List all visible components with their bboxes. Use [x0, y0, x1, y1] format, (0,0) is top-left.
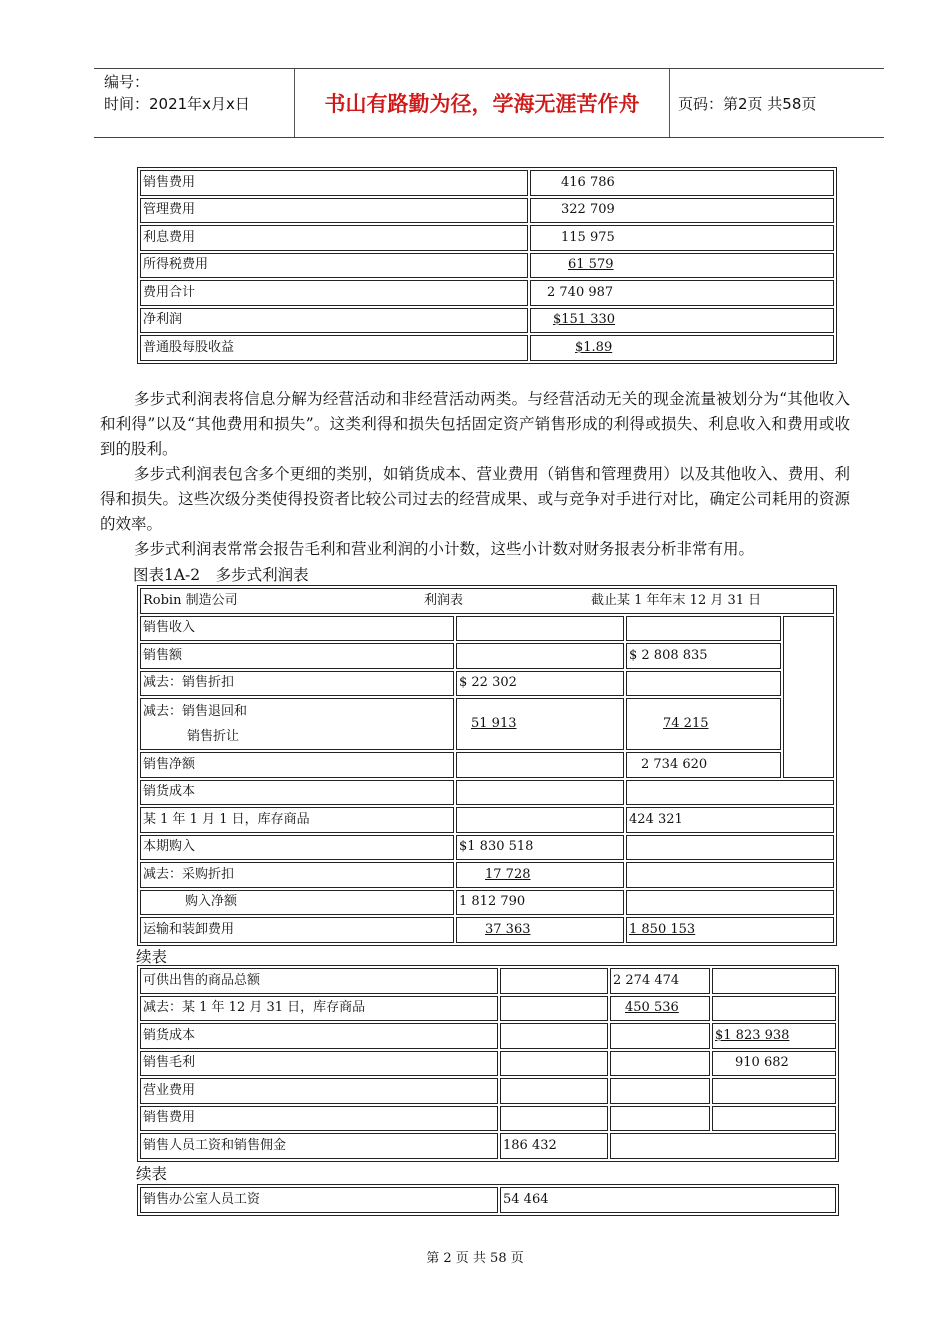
row-value: 186 432 — [500, 1133, 608, 1159]
row-value: 74 215 — [663, 716, 709, 731]
row-value: 450 536 — [625, 1000, 679, 1016]
income-statement-table — [137, 585, 837, 946]
row-label: 所得税费用 — [140, 253, 528, 279]
statement-date: 截止某 1 年年末 12 月 31 日 — [591, 592, 762, 608]
table-row — [140, 752, 834, 778]
row-value: 2 274 474 — [610, 968, 710, 994]
row-value: 51 913 — [471, 716, 517, 731]
row-value: $ 22 302 — [456, 671, 624, 697]
row-label: 销售净额 — [140, 752, 454, 778]
row-value: 416 786 — [530, 170, 834, 196]
row-label: 利息费用 — [140, 225, 528, 251]
row-label: 销售收入 — [140, 616, 454, 642]
table-row — [140, 968, 836, 994]
table-header-row — [140, 588, 834, 614]
page-footer: 第 2 页 共 58 页 — [426, 1251, 524, 1266]
row-label: 销货成本 — [140, 780, 454, 806]
doc-time-label: 时间：2021年x月x日 — [104, 95, 250, 113]
row-label: 销售费用 — [140, 170, 528, 196]
row-value: 2 740 987 — [530, 280, 834, 306]
header-motto: 书山有路勤为径，学海无涯苦作舟 — [294, 69, 670, 137]
row-value: 1 812 790 — [456, 890, 624, 916]
row-value: 37 363 — [485, 921, 531, 937]
table-row — [140, 1051, 836, 1077]
body-paragraph: 多步式利润表常常会报告毛利和营业利润的小计数，这些小计数对财务报表分析非常有用。 — [134, 540, 755, 558]
page-header — [94, 68, 884, 138]
income-statement-continued-table — [137, 965, 839, 1162]
doc-code-label: 编号： — [104, 73, 150, 91]
company-name: Robin 制造公司 — [143, 592, 238, 608]
table-row — [140, 1023, 836, 1049]
row-value: $ 2 808 835 — [626, 643, 781, 669]
table-row — [140, 1078, 836, 1104]
blank-column-cell — [783, 616, 834, 778]
expense-summary-table — [137, 167, 837, 364]
header-page-number: 页码：第2页 共58页 — [678, 94, 817, 113]
row-label: 费用合计 — [140, 280, 528, 306]
row-label: 销售费用 — [140, 1106, 498, 1132]
table-row — [140, 862, 834, 888]
body-paragraph: 多步式利润表将信息分解为经营活动和非经营活动两类。与经营活动无关的现金流量被划分为“其他收入和利得”以及“其他费用和损失”。这类利得和损失包括固定资产销售形成的利得或损失、利息收入和费用或收到的股利。 — [100, 390, 850, 458]
row-label: 销售额 — [140, 643, 454, 669]
row-value: 17 728 — [485, 866, 531, 882]
table-row — [140, 671, 834, 697]
row-label: 减去：采购折扣 — [140, 862, 454, 888]
table-row — [140, 835, 834, 861]
row-value: 424 321 — [626, 807, 834, 833]
row-label: 本期购入 — [140, 835, 454, 861]
table-row — [140, 280, 834, 306]
table-row — [140, 996, 836, 1022]
table-row — [140, 616, 834, 642]
table-row — [140, 308, 834, 334]
row-label: 销售办公室人员工资 — [140, 1187, 498, 1213]
table-row — [140, 1187, 836, 1213]
row-value: $1 830 518 — [456, 835, 624, 861]
row-label: 管理费用 — [140, 198, 528, 224]
row-value: $151 330 — [553, 312, 616, 328]
continued-label: 续表 — [136, 1165, 168, 1183]
table-row — [140, 917, 834, 943]
table-row — [140, 643, 834, 669]
table-row — [140, 807, 834, 833]
row-value: 2 734 620 — [626, 752, 781, 778]
body-paragraph: 多步式利润表包含多个更细的类别，如销货成本、营业费用（销售和管理费用）以及其他收入、费用、利得和损失。这些次级分类使得投资者比较公司过去的经营成果、或与竞争对手进行对比，确定公司耗用的资源的效率。 — [100, 465, 850, 533]
row-label: 减去：某 1 年 12 月 31 日，库存商品 — [140, 996, 498, 1022]
row-value: 61 579 — [568, 257, 614, 273]
income-statement-continued-table-2 — [137, 1184, 839, 1216]
row-value: $1.89 — [575, 339, 613, 355]
row-label: 销售毛利 — [140, 1051, 498, 1077]
table-row — [140, 780, 834, 806]
header-meta — [94, 69, 294, 137]
row-value: 322 709 — [530, 198, 834, 224]
row-label-continued: 销售折让 — [187, 729, 240, 744]
row-label: 销货成本 — [140, 1023, 498, 1049]
row-label: 购入净额 — [140, 890, 454, 916]
statement-title: 利润表 — [424, 592, 464, 608]
figure-caption: 图表1A-2 多步式利润表 — [133, 566, 309, 584]
table-row — [140, 253, 834, 279]
table-row — [140, 335, 834, 361]
row-value: 1 850 153 — [629, 921, 696, 937]
row-label: 可供出售的商品总额 — [140, 968, 498, 994]
row-label: 普通股每股收益 — [140, 335, 528, 361]
table-row — [140, 890, 834, 916]
row-label: 销售人员工资和销售佣金 — [140, 1133, 498, 1159]
table-row — [140, 1133, 836, 1159]
row-label: 减去：销售退回和 — [143, 704, 248, 719]
row-value: 54 464 — [500, 1187, 836, 1213]
row-label: 运输和装卸费用 — [140, 917, 454, 943]
row-label: 营业费用 — [140, 1078, 498, 1104]
continued-label: 续表 — [136, 948, 168, 966]
table-row — [140, 225, 834, 251]
table-row — [140, 1106, 836, 1132]
row-value: $1 823 938 — [715, 1027, 790, 1043]
table-row — [140, 198, 834, 224]
row-label: 某 1 年 1 月 1 日，库存商品 — [140, 807, 454, 833]
row-value: 910 682 — [712, 1051, 836, 1077]
row-label: 净利润 — [140, 308, 528, 334]
table-row — [140, 698, 834, 750]
table-row — [140, 170, 834, 196]
row-label: 减去：销售折扣 — [140, 671, 454, 697]
row-value: 115 975 — [530, 225, 834, 251]
